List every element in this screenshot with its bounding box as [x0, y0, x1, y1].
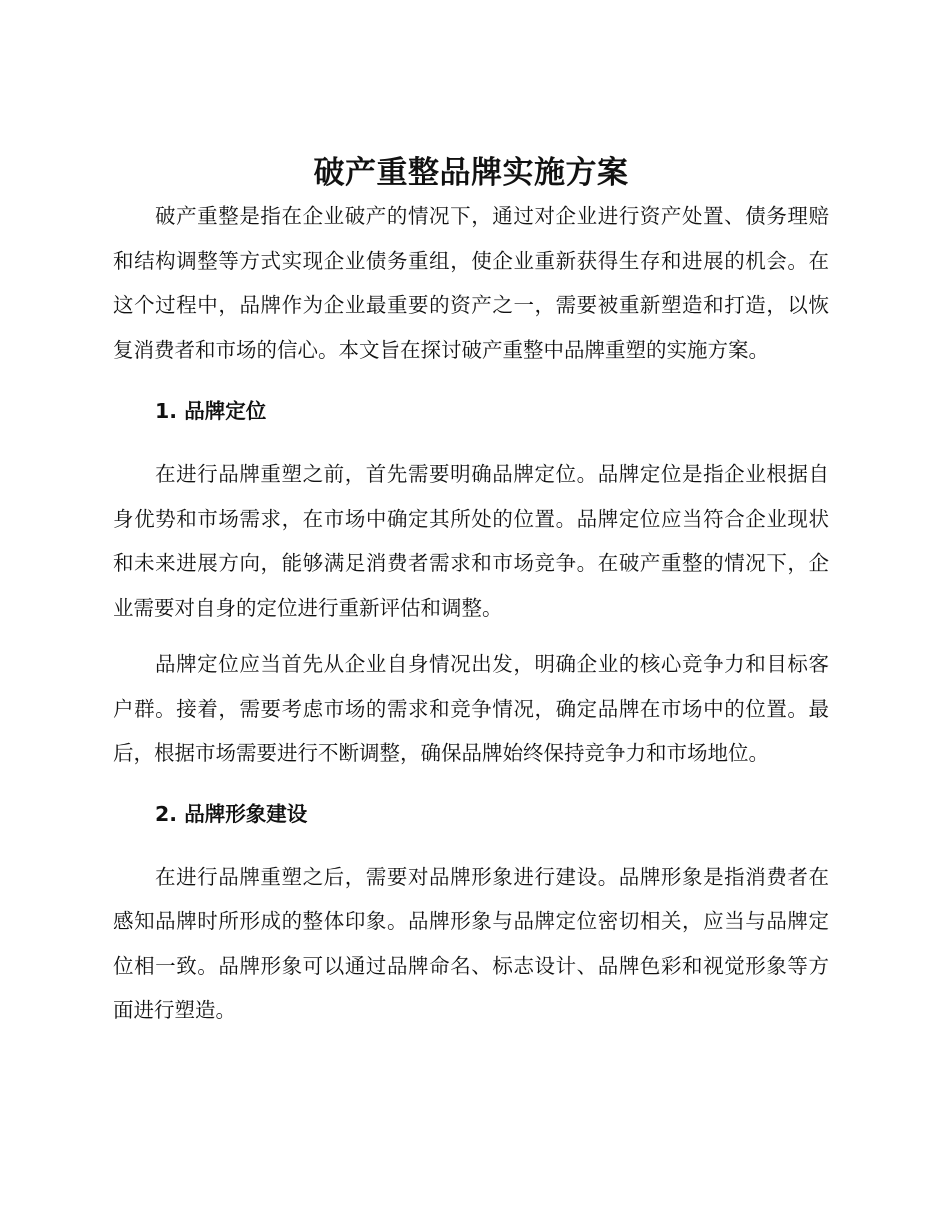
document-page	[113, 150, 829, 1033]
intro-paragraph: 破产重整是指在企业破产的情况下，通过对企业进行资产处置、债务理赔和结构调整等方式实现企业债务重组，使企业重新获得生存和进展的机会。在这个过程中，品牌作为企业最重要的资产之一，需要被重新塑造和打造，以恢复消费者和市场的信心。本文旨在探讨破产重整中品牌重塑的实施方案。	[113, 204, 829, 362]
section-paragraph: 在进行品牌重塑之前，首先需要明确品牌定位。品牌定位是指企业根据自身优势和市场需求，在市场中确定其所处的位置。品牌定位应当符合企业现状和未来进展方向，能够满足消费者需求和市场竞争。在破产重整的情况下，企业需要对自身的定位进行重新评估和调整。	[113, 462, 829, 620]
section-heading-positioning: 1. 品牌定位	[155, 399, 267, 423]
section-heading-image-building: 2. 品牌形象建设	[155, 801, 308, 826]
document-title: 破产重整品牌实施方案	[313, 155, 629, 191]
section-paragraph: 在进行品牌重塑之后，需要对品牌形象进行建设。品牌形象是指消费者在感知品牌时所形成的整体印象。品牌形象与品牌定位密切相关，应当与品牌定位相一致。品牌形象可以通过品牌命名、标志设计、品牌色彩和视觉形象等方面进行塑造。	[113, 864, 829, 1022]
section-paragraph: 品牌定位应当首先从企业自身情况出发，明确企业的核心竞争力和目标客户群。接着，需要考虑市场的需求和竞争情况，确定品牌在市场中的位置。最后，根据市场需要进行不断调整，确保品牌始终保持竞争力和市场地位。	[113, 652, 829, 765]
